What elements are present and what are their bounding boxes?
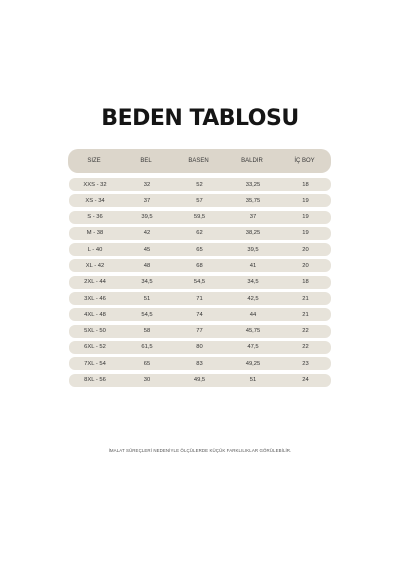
table-cell: XS - 34 xyxy=(85,197,105,204)
table-cell: 22 xyxy=(302,344,309,351)
table-cell: 71 xyxy=(196,295,203,302)
disclaimer-note: İMALAT SÜREÇLERİ NEDENİYLE ÖLÇÜLERDE KÜÇÜK FARKLILIKLAR GÖRÜLEBİLİR. xyxy=(108,448,292,453)
table-cell: 57 xyxy=(196,197,203,204)
table-row xyxy=(69,292,331,305)
table-cell: 22 xyxy=(302,328,309,335)
table-cell: 18 xyxy=(302,279,309,286)
table-cell: 51 xyxy=(143,295,151,302)
table-cell: 68 xyxy=(196,262,203,269)
size-table-body xyxy=(69,178,331,390)
table-cell: 4XL - 48 xyxy=(84,311,106,318)
table-cell: 35,75 xyxy=(245,197,261,204)
table-cell: 34,5 xyxy=(141,279,153,286)
table-cell: 80 xyxy=(196,344,203,351)
table-cell: 34,5 xyxy=(247,279,259,286)
table-cell: 21 xyxy=(302,295,309,302)
table-cell: 2XL - 44 xyxy=(84,279,106,286)
table-cell: 62 xyxy=(196,230,203,237)
table-row xyxy=(69,357,331,370)
table-cell: 41 xyxy=(249,262,257,269)
table-cell: 54,5 xyxy=(141,311,153,318)
table-cell: 59,5 xyxy=(193,214,206,221)
table-cell: 42 xyxy=(143,230,151,237)
table-cell: 39,5 xyxy=(247,246,259,253)
table-cell: 47,5 xyxy=(247,344,259,351)
table-cell: 19 xyxy=(302,214,309,221)
table-row xyxy=(69,227,331,240)
table-row xyxy=(69,259,331,272)
table-cell: 45,75 xyxy=(245,328,261,335)
table-row xyxy=(69,374,331,387)
table-cell: 20 xyxy=(302,246,309,253)
table-cell: 83 xyxy=(196,360,203,367)
table-cell: XXS - 32 xyxy=(83,181,107,188)
table-cell: 3XL - 46 xyxy=(84,295,106,302)
table-cell: 33,25 xyxy=(245,181,261,188)
table-cell: 7XL - 54 xyxy=(84,360,106,367)
table-header xyxy=(68,149,331,173)
table-cell: 32 xyxy=(143,181,151,188)
table-cell: 23 xyxy=(302,360,309,367)
table-cell: 74 xyxy=(196,311,203,318)
table-row xyxy=(69,178,331,191)
table-cell: 19 xyxy=(302,230,309,237)
table-cell: 48 xyxy=(143,262,151,269)
table-cell: 37 xyxy=(249,214,257,221)
table-cell: 39,5 xyxy=(141,214,153,221)
table-row xyxy=(69,308,331,321)
table-cell: 8XL - 56 xyxy=(84,377,106,384)
table-cell: 19 xyxy=(302,197,309,204)
table-cell: 65 xyxy=(196,246,203,253)
table-row xyxy=(69,194,331,207)
table-cell: 42,5 xyxy=(247,295,259,302)
table-cell: XL - 42 xyxy=(85,262,105,269)
table-row xyxy=(69,243,331,256)
table-cell: 51 xyxy=(249,377,257,384)
table-cell: 49,5 xyxy=(193,377,206,384)
table-cell: 37 xyxy=(143,197,151,204)
table-row xyxy=(69,276,331,289)
table-cell: 20 xyxy=(302,262,309,269)
table-row xyxy=(69,211,331,224)
table-cell: S - 36 xyxy=(87,214,103,221)
table-cell: 18 xyxy=(302,181,309,188)
table-cell: 38,25 xyxy=(245,230,261,237)
page-title: BEDEN TABLOSU xyxy=(101,106,299,131)
table-cell: 45 xyxy=(143,246,151,253)
table-cell: 58 xyxy=(143,328,151,335)
column-header-basen: BASEN xyxy=(188,158,209,164)
table-cell: 5XL - 50 xyxy=(84,328,106,335)
table-cell: 52 xyxy=(196,181,203,188)
table-cell: 24 xyxy=(302,377,309,384)
table-cell: L - 40 xyxy=(87,246,103,253)
table-cell: 54,5 xyxy=(193,279,206,286)
table-cell: 21 xyxy=(302,311,309,318)
table-cell: M - 38 xyxy=(86,230,104,237)
table-cell: 65 xyxy=(143,360,151,367)
table-cell: 77 xyxy=(196,328,203,335)
column-header-bel: BEL xyxy=(140,158,152,164)
table-row xyxy=(69,325,331,338)
table-cell: 61,5 xyxy=(141,344,153,351)
table-cell: 49,25 xyxy=(245,360,261,367)
table-cell: 30 xyxy=(143,377,151,384)
column-header-ic-boy: İÇ BOY xyxy=(294,158,315,164)
table-cell: 44 xyxy=(249,311,257,318)
table-row xyxy=(69,341,331,354)
column-header-size: SIZE xyxy=(87,158,101,164)
column-header-baldir: BALDIR xyxy=(241,158,263,164)
table-cell: 6XL - 52 xyxy=(84,344,106,351)
